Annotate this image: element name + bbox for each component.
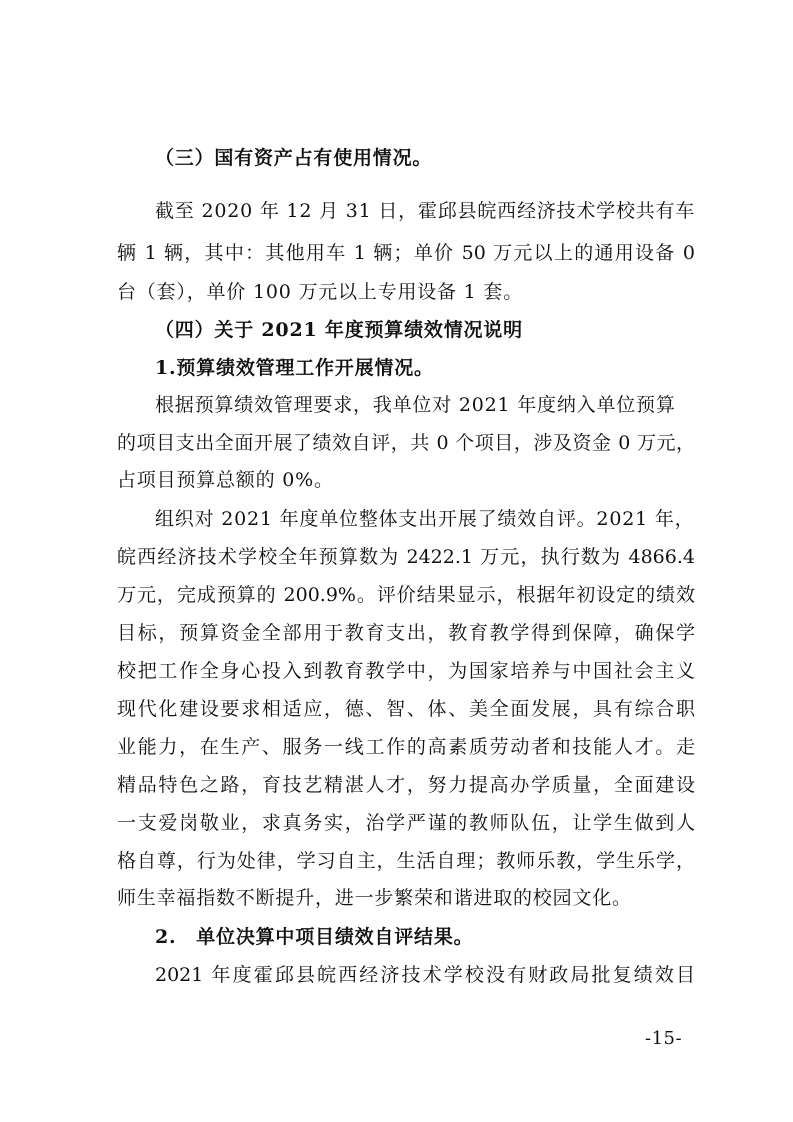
section-heading-4: （四）关于 2021 年度预算绩效情况说明 [155, 319, 523, 341]
section-heading-3: （三）国有资产占有使用情况。 [155, 147, 433, 169]
paragraph-line: 精品特色之路，育技艺精湛人才，努力提高办学质量，全面建设 [117, 774, 695, 796]
paragraph-line: 目标，预算资金全部用于教育支出，教育教学得到保障，确保学 [117, 622, 695, 644]
page-number: -15- [645, 1028, 683, 1049]
paragraph-line: 校把工作全身心投入到教育教学中，为国家培养与中国社会主义 [117, 660, 695, 682]
paragraph-line: 业能力，在生产、服务一线工作的高素质劳动者和技能人才。走 [117, 736, 695, 758]
paragraph-line: 一支爱岗敬业，求真务实，治学严谨的教师队伍，让学生做到人 [117, 812, 695, 834]
paragraph-line: 格自尊，行为处律，学习自主，生活自理；教师乐教，学生乐学， [117, 850, 695, 872]
paragraph-line: 占项目预算总额的 0%。 [117, 469, 334, 491]
paragraph-line: 皖西经济技术学校全年预算数为 2422.1 万元，执行数为 4866.4 [117, 546, 695, 568]
paragraph-line: 万元，完成预算的 200.9%。评价结果显示，根据年初设定的绩效 [117, 584, 695, 606]
subsection-heading-1: 1.预算绩效管理工作开展情况。 [155, 357, 434, 379]
paragraph-line: 的项目支出全面开展了绩效自评，共 0 个项目，涉及资金 0 万元， [117, 432, 695, 454]
paragraph-line: 台（套），单价 100 万元以上专用设备 1 套。 [117, 281, 524, 303]
subsection-heading-2: 2. 单位决算中项目绩效自评结果。 [155, 926, 474, 948]
paragraph-line: 2021 年度霍邱县皖西经济技术学校没有财政局批复绩效目 [155, 964, 695, 986]
paragraph-line: 现代化建设要求相适应，德、智、体、美全面发展，具有综合职 [117, 698, 695, 720]
paragraph-line: 根据预算绩效管理要求，我单位对 2021 年度纳入单位预算 [155, 394, 676, 416]
paragraph-line: 截至 2020 年 12 月 31 日，霍邱县皖西经济技术学校共有车 [155, 200, 696, 222]
paragraph-line: 师生幸福指数不断提升，进一步繁荣和谐进取的校园文化。 [117, 887, 632, 909]
paragraph-line: 组织对 2021 年度单位整体支出开展了绩效自评。2021 年， [155, 508, 695, 530]
paragraph-line: 辆 1 辆，其中：其他用车 1 辆；单价 50 万元以上的通用设备 0 [117, 242, 695, 264]
